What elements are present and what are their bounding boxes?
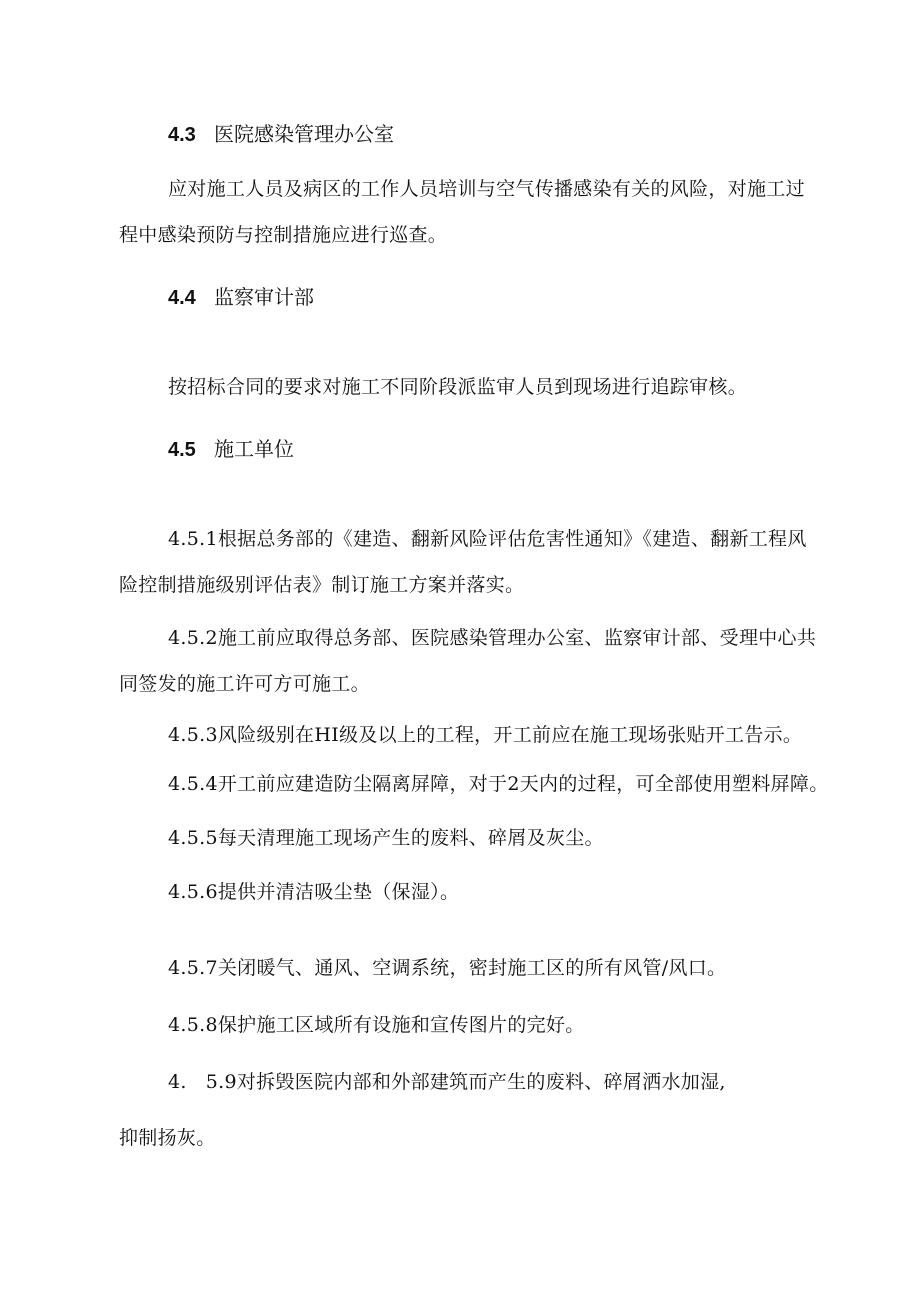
list-item-line: 4.5.6提供并清洁吸尘垫（保湿）。 <box>168 881 460 903</box>
section-heading-4-5 <box>168 436 294 463</box>
section-number: 4.3 <box>168 124 196 146</box>
paragraph-line: 程中感染预防与控制措施应进行巡查。 <box>119 224 448 246</box>
section-title: 监察审计部 <box>214 285 314 309</box>
section-number: 4.5 <box>168 439 196 461</box>
section-title: 医院感染管理办公室 <box>214 122 394 146</box>
list-item-line: 险控制措施级别评估表》制订施工方案并落实。 <box>119 574 525 596</box>
paragraph-line: 应对施工人员及病区的工作人员培训与空气传播感染有关的风险，对施工过 <box>168 178 805 200</box>
section-heading-4-4 <box>168 284 314 311</box>
list-item-line: 同签发的施工许可方可施工。 <box>119 673 370 695</box>
list-item-line: 4.5.8保护施工区域所有设施和宣传图片的完好。 <box>168 1014 585 1036</box>
list-item-line: 4.5.5每天清理施工现场产生的废料、碎屑及灰尘。 <box>168 827 604 849</box>
section-title: 施工单位 <box>214 437 294 461</box>
list-item-line: 4.5.1根据总务部的《建造、翻新风险评估危害性通知》《建造、翻新工程风 <box>168 528 807 550</box>
section-number: 4.4 <box>168 287 196 309</box>
list-item-line: 4.5.3风险级别在HI级及以上的工程，开工前应在施工现场张贴开工告示。 <box>168 724 803 746</box>
list-item-line: 抑制扬灰。 <box>119 1127 216 1149</box>
list-item-line: 4.5.4开工前应建造防尘隔离屏障，对于2天内的过程，可全部使用塑料屏障。 <box>168 773 829 795</box>
section-heading-4-3 <box>168 121 394 148</box>
list-item-line: 4.5.2施工前应取得总务部、医院感染管理办公室、监察审计部、受理中心共 <box>168 627 817 649</box>
list-item-line: 4.5.7关闭暖气、通风、空调系统，密封施工区的所有风管/风口。 <box>168 957 727 979</box>
list-item-line: 4. 5.9对拆毁医院内部和外部建筑而产生的废料、碎屑洒水加湿, <box>168 1071 726 1093</box>
paragraph-line: 按招标合同的要求对施工不同阶段派监审人员到现场进行追踪审核。 <box>168 376 748 398</box>
